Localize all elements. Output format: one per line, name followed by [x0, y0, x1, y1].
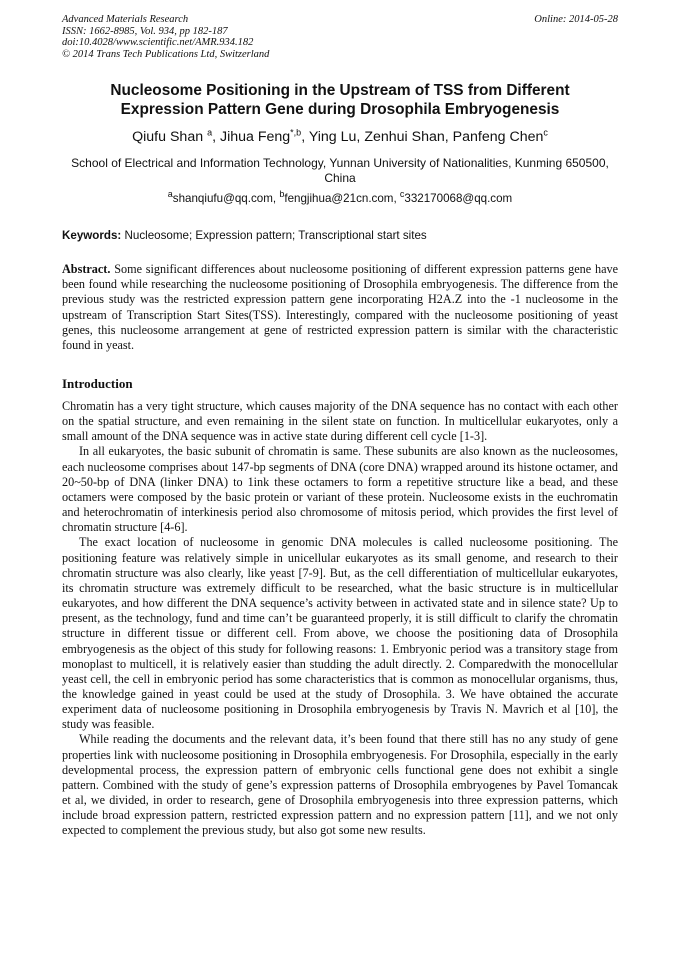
author-marker: *,b [290, 127, 302, 138]
email-separator: , [393, 192, 400, 205]
paragraph: Chromatin has a very tight structure, which causes majority of the DNA sequence has no contact with each other on the spatial structure, and even remaining in the silent state on function. In multicellular eukaryotes, only a small amount of the DNA sequence was in active state during different cell cycle [1-3]. [62, 399, 618, 444]
email-separator: , [272, 192, 280, 205]
author-name: Panfeng Chen [452, 129, 544, 145]
journal-header [62, 14, 618, 60]
abstract-label: Abstract. [62, 262, 111, 276]
introduction-body [62, 399, 618, 839]
author [309, 129, 364, 145]
email-marker: a [167, 189, 173, 200]
title-line-2: Expression Pattern Gene during Drosophila Embryogenesis [120, 101, 560, 118]
email-marker: c [399, 189, 405, 200]
title-line-1: Nucleosome Positioning in the Upstream of TSS from Different [110, 82, 570, 99]
abstract-text: Some significant differences about nucleosome positioning of different expression patterns gene have been found while researching the nucleosome positioning of Drosophila embryogenesis. The difference from the previous study was the restricted expression pattern gene incorporating H2A.Z into the -1 nucleosome in the upstream of Transcription Start Sites(TSS). Interestingly, compared with the nucleosome positioning of yeast genes, this nucleosome arrangement at gene of restricted expression pattern is similar with the characteristic found in yeast. [62, 262, 618, 353]
section-heading-introduction: Introduction [62, 376, 133, 391]
author-marker: c [543, 127, 548, 138]
paragraph: In all eukaryotes, the basic subunit of chromatin is same. These subunits are also known as the nucleosomes, each nucleosome comprises about 147-bp segments of DNA (core DNA) wrapped around its histone octamer, and 20~50-bp of DNA (linker DNA) to 1ink these octamers to form a repetitive structure like a bead, and these octamers were composed by the basic protein or variant of these protein. Nucleosome exists in the euchromatin and heterochromatin of interkinesis period also chromosome of mitosis period, which provides the first level of chromatin structure [4-6]. [62, 444, 618, 535]
author-name: Zenhui Shan [364, 129, 445, 145]
author-separator: , [356, 129, 365, 145]
author [132, 129, 220, 145]
email-list [62, 191, 618, 206]
author-marker: a [207, 127, 213, 138]
paragraph: While reading the documents and the relevant data, it’s been found that there still has no any study of gene properties link with nucleosome positioning in Drosophila embryogenesis. For Drosophila, especially in the early developmental process, the expression pattern of embryonic cells functional gene does not exhibit a single pattern. Combined with the study of gene’s expression patterns of Drosophila embryogenes by Pavel Tomancak et al, we divided, in order to research, gene of Drosophila embryogenesis into three expression patterns, which include broad expression pattern, restricted expression pattern and no expression pattern [11], and we not only expected to complement the previous study, but also got some new results. [62, 732, 618, 838]
author [220, 129, 309, 145]
keywords-text: Nucleosome; Expression pattern; Transcriptional start sites [121, 229, 427, 242]
email-address: 332170068@qq.com [404, 192, 513, 205]
author-list [62, 128, 618, 146]
author-separator: , [212, 129, 220, 145]
author-separator: , [301, 129, 309, 145]
author [364, 129, 452, 145]
email-marker: b [279, 189, 285, 200]
journal-name: Advanced Materials Research [62, 14, 189, 25]
paper-title [62, 81, 618, 119]
email-address: fengjihua@21cn.com [284, 192, 394, 205]
doi-line: doi:10.4028/www.scientific.net/AMR.934.182 [62, 37, 254, 49]
issn-line: ISSN: 1662-8985, Vol. 934, pp 182-187 [62, 25, 228, 37]
copyright-line: © 2014 Trans Tech Publications Ltd, Switzerland [62, 48, 270, 60]
keywords [62, 228, 618, 243]
author-name: Ying Lu [308, 129, 357, 145]
author [453, 129, 548, 145]
author-name: Jihua Feng [219, 129, 291, 145]
abstract [62, 262, 618, 353]
author-separator: , [444, 129, 453, 145]
paragraph: The exact location of nucleosome in genomic DNA molecules is called nucleosome positioning. The positioning feature was relatively simple in unicellular eukaryotes as its small genome, and research to their chromatin structure was also clearly, like yeast [7-9]. But, as the cell differentiation of multicellular eukaryotes, its chromatin structure was extremely difficult to be researched, what the basic structure is in multicellular eukaryotes, and how different the DNA sequence’s activity between in activated state and in silence state? Up to present, as the technology, fund and time can’t be guaranteed properly, it is still difficult to clarify the chromatin structure in different tissue or different cell. From above, we choose the positioning data of Drosophila embryogenesis as the object of this study for following reasons: 1. Embryonic period was a transitory stage from monoplast to multicell, it is relatively easier than studding the adult directly. 2. Comparedwith the monocellular yeast cell, the cell in embryonic period has some characteristics that is common as monocellular organisms, thus, the knowledge gained in yeast could be used at the study of Drosophila. 3. We have obtained the accurate experiment data of nucleosome positioning in Drosophila embryogenesis by Travis N. Mavrich et al [10], the study was feasible. [62, 535, 618, 732]
affiliation: School of Electrical and Information Technology, Yunnan University of Nationalities, Kunming 650500, China [71, 156, 609, 185]
online-date: Online: 2014-05-28 [534, 14, 618, 25]
keywords-label: Keywords: [62, 229, 122, 242]
author-name: Qiufu Shan [132, 129, 204, 145]
email-address: shanqiufu@qq.com [172, 192, 273, 205]
